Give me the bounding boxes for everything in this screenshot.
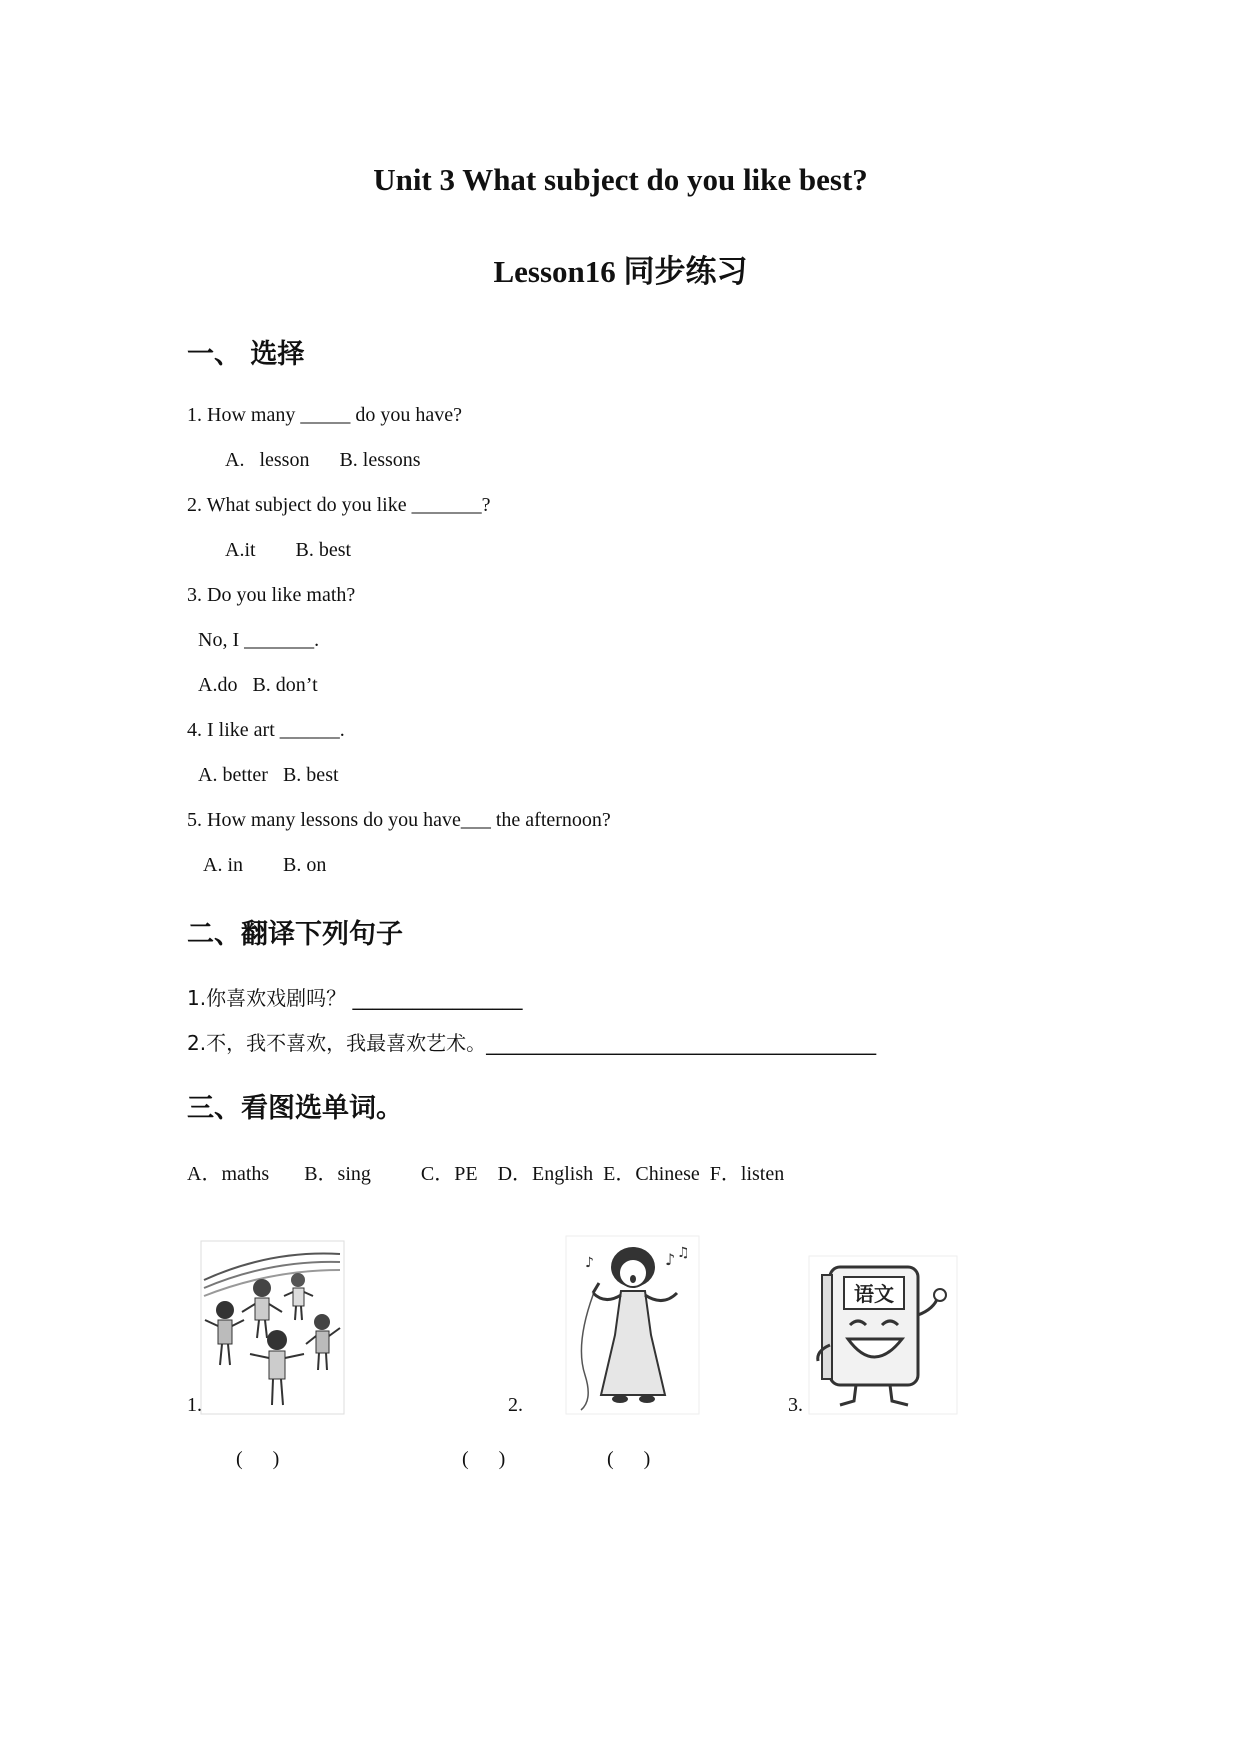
- question-2-stem: 2. What subject do you like _______?: [187, 494, 491, 516]
- picture-1-number: 1.: [187, 1394, 202, 1416]
- question-2-options: A.it B. best: [225, 539, 352, 561]
- picture-2-answer-blank[interactable]: ( ): [462, 1448, 506, 1470]
- question-5-options: A. in B. on: [203, 854, 327, 876]
- translation-item-1: 1.你喜欢戏剧吗？ _________________: [187, 986, 523, 1010]
- question-4-options: A. better B. best: [198, 764, 339, 786]
- page-title: Unit 3 What subject do you like best?: [373, 162, 868, 197]
- page-subtitle: Lesson16 同步练习: [493, 254, 748, 289]
- book-title-text: 语文: [854, 1282, 894, 1306]
- picture-chinese-book-icon: [808, 1255, 958, 1415]
- section2-heading: 二、翻译下列句子: [187, 919, 403, 950]
- svg-text:♪: ♪: [665, 1250, 676, 1269]
- question-4-stem: 4. I like art ______.: [187, 719, 345, 741]
- question-3-options: A.do B. don’t: [198, 674, 318, 696]
- question-5-stem: 5. How many lessons do you have___ the afternoon?: [187, 809, 611, 831]
- section3-heading: 三、看图选单词。: [187, 1093, 403, 1124]
- svg-text:♫: ♫: [677, 1245, 690, 1261]
- translation-item-2: 2.不，我不喜欢，我最喜欢艺术。_______________________________________: [187, 1031, 877, 1055]
- picture-singing-woman-icon: [565, 1235, 700, 1415]
- picture-2-number: 2.: [508, 1394, 523, 1416]
- picture-3-number: 3.: [788, 1394, 803, 1416]
- question-3-line2: No, I _______.: [198, 629, 320, 651]
- section1-heading: 一、 选择: [187, 339, 305, 370]
- question-3-stem: 3. Do you like math?: [187, 584, 356, 606]
- picture-1-answer-blank[interactable]: ( ): [236, 1448, 280, 1470]
- question-1-stem: 1. How many _____ do you have?: [187, 404, 462, 426]
- picture-3-answer-blank[interactable]: ( ): [607, 1448, 651, 1470]
- question-1-options: A. lesson B. lessons: [225, 449, 421, 471]
- svg-text:♪: ♪: [585, 1255, 594, 1271]
- word-choices: A．maths B．sing C．PE D．English E．Chinese F．listen: [187, 1163, 785, 1185]
- picture-pe-children-icon: [200, 1240, 345, 1415]
